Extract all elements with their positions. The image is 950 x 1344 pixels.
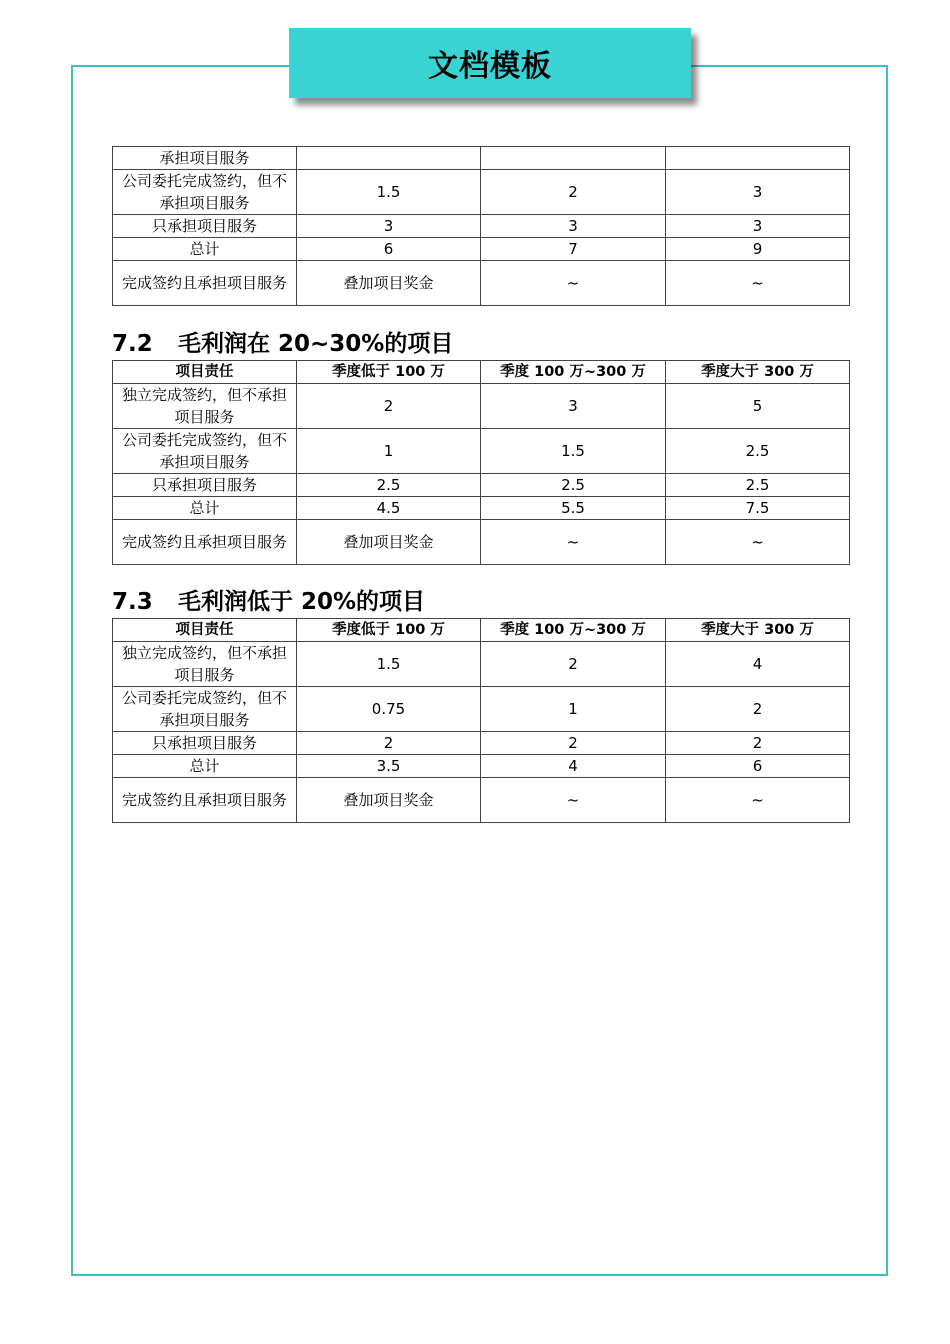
table-cell: 承担项目服务: [113, 147, 297, 170]
section-heading-7-2: [112, 330, 453, 358]
table-7-2: [112, 360, 850, 565]
table-row: [113, 384, 850, 429]
table-cell: 2.5: [297, 474, 481, 497]
page-title: 文档模板: [428, 49, 552, 84]
table-cell: 完成签约且承担项目服务: [113, 261, 297, 306]
table-cell: 0.75: [297, 687, 481, 732]
table-cell: 公司委托完成签约，但不承担项目服务: [113, 170, 297, 215]
table-cell: 2.5: [481, 474, 666, 497]
table-cell: 4: [666, 642, 850, 687]
section-number: 7.3: [112, 589, 153, 615]
table-row: [113, 497, 850, 520]
table-cell: 2: [297, 384, 481, 429]
table-cell: 2.5: [666, 429, 850, 474]
section-number: 7.2: [112, 331, 153, 357]
table-row: [113, 755, 850, 778]
table-cell: 公司委托完成签约，但不承担项目服务: [113, 429, 297, 474]
column-header: 项目责任: [113, 361, 297, 384]
column-header: 季度低于 100 万: [297, 619, 481, 642]
table-cell: 叠加项目奖金: [297, 520, 481, 565]
table-cell: 5: [666, 384, 850, 429]
table-cell: 4.5: [297, 497, 481, 520]
table-cell: 公司委托完成签约，但不承担项目服务: [113, 687, 297, 732]
column-header: 季度大于 300 万: [666, 361, 850, 384]
table-cell: ~: [481, 778, 666, 823]
table-cell: 1: [297, 429, 481, 474]
table-cell: [481, 147, 666, 170]
table-row: [113, 429, 850, 474]
table-row: [113, 474, 850, 497]
table-cell: 3: [481, 215, 666, 238]
table-cell: 2: [666, 687, 850, 732]
table-row: [113, 261, 850, 306]
table-7-3: [112, 618, 850, 823]
table-cell: 完成签约且承担项目服务: [113, 520, 297, 565]
table-cell: 1: [481, 687, 666, 732]
table-cell: 只承担项目服务: [113, 215, 297, 238]
table-cell: ~: [666, 261, 850, 306]
table-cell: 7: [481, 238, 666, 261]
table-cell: 2.5: [666, 474, 850, 497]
table-row: [113, 732, 850, 755]
table-cell: 独立完成签约，但不承担项目服务: [113, 642, 297, 687]
table-header-row: [113, 361, 850, 384]
section-title: 毛利润低于 20%的项目: [178, 589, 426, 615]
table-cell: 3.5: [297, 755, 481, 778]
table-cell: 2: [666, 732, 850, 755]
table-cell: ~: [666, 520, 850, 565]
table-row: [113, 147, 850, 170]
table-cell: 总计: [113, 497, 297, 520]
table-cell: 只承担项目服务: [113, 732, 297, 755]
table-cell: 独立完成签约，但不承担项目服务: [113, 384, 297, 429]
table-cell: 总计: [113, 238, 297, 261]
table-row: [113, 778, 850, 823]
column-header: 季度 100 万~300 万: [481, 361, 666, 384]
section-title: 毛利润在 20~30%的项目: [178, 331, 454, 357]
table-cell: 5.5: [481, 497, 666, 520]
table-cell: 完成签约且承担项目服务: [113, 778, 297, 823]
table-cell: 3: [481, 384, 666, 429]
table-row: [113, 520, 850, 565]
table-cell: 只承担项目服务: [113, 474, 297, 497]
column-header: 季度大于 300 万: [666, 619, 850, 642]
table-cell: 4: [481, 755, 666, 778]
table-cell: 6: [666, 755, 850, 778]
table-cell: 7.5: [666, 497, 850, 520]
table-row: [113, 215, 850, 238]
table-cell: 2: [481, 732, 666, 755]
table-header-row: [113, 619, 850, 642]
table-cell: 3: [666, 215, 850, 238]
table-cell: [297, 147, 481, 170]
column-header: 季度 100 万~300 万: [481, 619, 666, 642]
table-cell: ~: [666, 778, 850, 823]
section-heading-7-3: [112, 588, 425, 616]
table-cell: 叠加项目奖金: [297, 778, 481, 823]
table-cell: [666, 147, 850, 170]
table-row: [113, 170, 850, 215]
table-row: [113, 642, 850, 687]
table-cell: 1.5: [481, 429, 666, 474]
table-cell: 1.5: [297, 642, 481, 687]
table-cell: 9: [666, 238, 850, 261]
table-cell: 2: [297, 732, 481, 755]
table-row: [113, 238, 850, 261]
table-cell: 1.5: [297, 170, 481, 215]
table-cell: 3: [666, 170, 850, 215]
table-cell: ~: [481, 261, 666, 306]
table-cell: 2: [481, 642, 666, 687]
table-cell: 叠加项目奖金: [297, 261, 481, 306]
page-title-banner: [289, 28, 691, 98]
table-cell: 总计: [113, 755, 297, 778]
table-cell: 6: [297, 238, 481, 261]
table-cell: 2: [481, 170, 666, 215]
table-cell: 3: [297, 215, 481, 238]
column-header: 季度低于 100 万: [297, 361, 481, 384]
table-row: [113, 687, 850, 732]
column-header: 项目责任: [113, 619, 297, 642]
table-continued: [112, 146, 850, 306]
table-cell: ~: [481, 520, 666, 565]
